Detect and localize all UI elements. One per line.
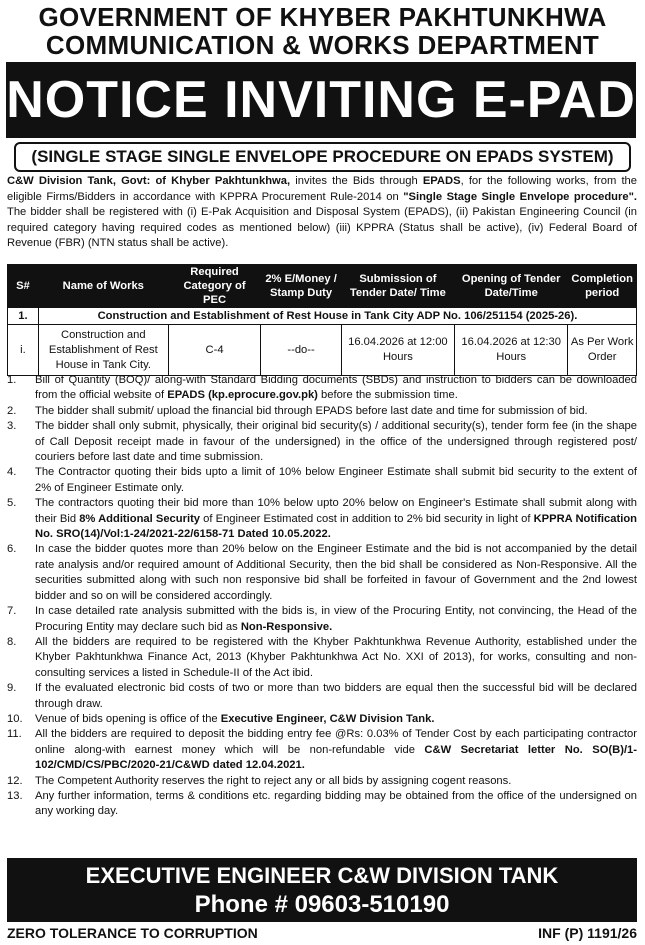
row-pec-category: C-4 [168,325,261,376]
condition-text: The Contractor quoting their bids upto a limit of 10% below Engineer Estimate shall submit bid security to the extent of 2% of Engineer Estimate only. [35,466,637,494]
intro-bold-3: "Single Stage Single Envelope procedure". [403,190,637,203]
col-header-name-of-works: Name of Works [38,265,168,308]
condition-bold-text: 8% Additional Security [79,512,201,525]
condition-number: 1. [7,374,17,386]
condition-text: The contractors quoting their bid more than 10% below upto 20% below on Engineer's Estimate shall submit along with their Bid [35,497,637,525]
condition-text: Any further information, terms & conditions etc. regarding bidding may be obtained from the office of the undersigned on any working day. [35,789,637,818]
procedure-subtitle: (SINGLE STAGE SINGLE ENVELOPE PROCEDURE ON EPADS SYSTEM) [14,142,631,172]
condition-number: 2. [7,404,17,417]
col-header-serial: S# [8,265,39,308]
condition-number: 12. [7,774,23,787]
col-header-completion: Completion period [568,265,637,308]
condition-item [7,635,637,681]
anti-corruption-slogan: ZERO TOLERANCE TO CORRUPTION [7,925,258,941]
row-opening: 16.04.2026 at 12:30 Hours [455,325,568,376]
table-group-row [8,308,637,325]
row-completion: As Per Work Order [568,325,637,376]
col-header-submission: Submission of Tender Date/ Time [341,265,454,308]
condition-text: In case detailed rate analysis submitted with the bids is, in view of the Procuring Entity, not convincing, the Head of the Procuring Entity may declare such bid as [35,605,637,633]
intro-text-1: invites the Bids through [290,175,423,187]
condition-item [7,404,637,419]
condition-text: All the bidders are required to be registered with the Khyber Pakhtunkhwa Revenue Authority, established under the Khyber Pakhtunkhwa Finance Act, 2013 (Khyber Pakhtunkhwa Act No. XXI of 2013), for works, consulting and non-consulting services a listed in Schedule-II of the Act ibid. [35,635,637,679]
condition-number: 4. [7,466,17,479]
intro-bold-1: C&W Division Tank, Govt: of Khyber Pakhtunkhwa, [7,175,291,187]
condition-text: The bidder shall only submit, physically, their original bid security(s) / additional security(s), tender form fee (in the shape of Call Deposit receipt made in favour of the undersigned) in the office of the undersigned through registered post/ couriers before last date and time submission. [35,420,637,464]
row-emoney: --do-- [261,325,341,376]
condition-text: Bill of Quantity (BOQ)/ along-with Standard Bidding documents (SBDs) and instruction to bidders can be downloaded from the official website of [35,374,637,402]
condition-text: All the bidders are required to deposit the bidding entry fee @Rs: 0.03% of Tender Cost by each participating contractor online along-with earnest money which will be non-refundable vide [35,728,637,756]
condition-item [7,789,637,820]
condition-number: 8. [7,635,17,648]
condition-item [7,712,637,727]
condition-number: 13. [7,789,23,802]
condition-number: 7. [7,605,17,618]
condition-text: before the submission time. [317,389,458,402]
condition-text: The Competent Authority reserves the right to reject any or all bids by assigning cogent reasons. [35,774,512,787]
condition-text: In case the bidder quotes more than 20% below on the Engineer Estimate and the bid is not accompanied by the detail rate analysis and/or required amount of Additional Security, then the bid shall be considered as Non-Responsive. All the securities submitted along with such non responsive bid shall be forfeited in favour of Government and the 2nd lowest bidder and so on will be considered accordingly. [35,543,637,602]
condition-item [7,496,637,542]
row-submission: 16.04.2026 at 12:00 Hours [341,325,454,376]
inf-reference: INF (P) 1191/26 [538,925,637,941]
condition-bold-text: KPPRA Notification No. SRO(14)/Vol:1-24/2021-22/6158-71 Dated 10.05.2022. [35,512,637,541]
condition-text: If the evaluated electronic bid costs of two or more than two bidders are equal then the successful bid will be declared through draw. [35,682,637,710]
intro-text-3: The bidder shall be registered with (i) E-Pak Acquisition and Disposal System (EPADS), (ii) Pakistan Engineering Council (in required category having required codes as mentioned below) (iii) KPPRA (Status shall be active), (iv) Federal Board of Revenue (FBR) (NTN status shall be active). [7,206,637,250]
table-row [8,325,637,376]
col-header-emoney: 2% E/Money / Stamp Duty [261,265,341,308]
col-header-pec-category: Required Category of PEC [168,265,261,308]
condition-bold-text: Executive Engineer, C&W Division Tank. [220,712,435,725]
condition-number: 11. [7,728,22,741]
footer-phone: Phone # 09603-510190 [194,891,450,918]
header-government: GOVERNMENT OF KHYBER PAKHTUNKHWA [38,2,607,32]
condition-item [7,681,637,712]
condition-item [7,774,637,789]
row-number: i. [8,325,39,376]
condition-number: 9. [7,682,17,695]
row-name-of-works: Construction and Establishment of Rest House in Tank City. [38,325,168,376]
intro-paragraph [7,174,637,252]
condition-item [7,373,637,404]
group-number: 1. [8,308,39,325]
condition-item [7,604,637,635]
header-department: COMMUNICATION & WORKS DEPARTMENT [45,30,600,60]
table-header-row [8,265,637,308]
condition-number: 5. [7,497,17,510]
condition-item [7,465,637,496]
condition-item [7,727,637,773]
footer-issuer: EXECUTIVE ENGINEER C&W DIVISION TANK [85,863,559,888]
condition-item [7,542,637,604]
condition-text: The bidder shall submit/ upload the financial bid through EPADS before last date and time for submission of bid. [35,404,588,417]
conditions-list [7,373,637,820]
works-table [7,264,637,376]
intro-bold-2: EPADS [422,175,461,187]
condition-number: 10. [7,712,23,725]
condition-bold-text: C&W Secretariat letter No. SO(B)/1-102/CMD/CS/PBC/2020-21/C&WD dated 12.04.2021. [35,743,637,772]
condition-number: 3. [7,420,17,433]
condition-number: 6. [7,543,17,556]
col-header-opening: Opening of Tender Date/Time [455,265,568,308]
condition-text: of Engineer Estimated cost in addition to 2% bid security in light of [200,512,534,525]
condition-item [7,419,637,465]
group-title: Construction and Establishment of Rest House in Tank City ADP No. 106/251154 (2025-26). [38,308,636,325]
notice-title-banner: NOTICE INVITING E-PAD [6,62,636,138]
footer-banner [7,858,637,922]
intro-text-2: , for the following works, from the eligible Firms/Bidders in accordance with KPPRA Procurement Rule-2014 on [7,175,637,203]
condition-bold-text: EPADS (kp.eprocure.gov.pk) [167,389,318,402]
condition-text: Venue of bids opening is office of the [35,712,221,725]
condition-bold-text: Non-Responsive. [240,620,333,633]
